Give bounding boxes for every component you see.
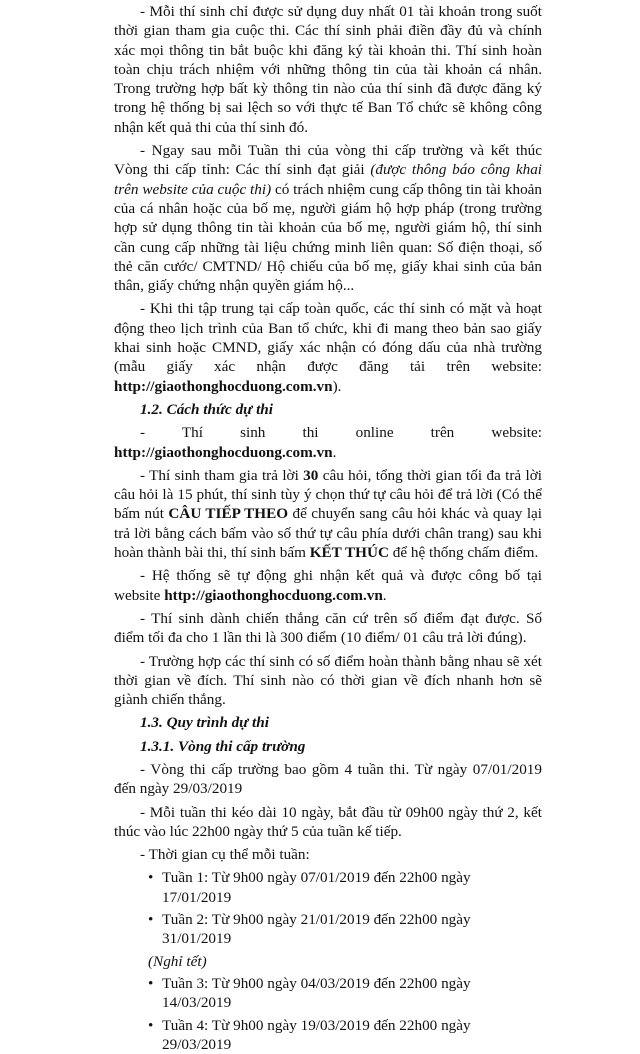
schedule-list (114, 974, 542, 1054)
next-question-label: CÂU TIẾP THEO (168, 505, 289, 523)
heading-1-2: 1.2. Cách thức dự thi (140, 400, 273, 418)
paragraph-online-website: - Thí sinh thi online trên website: http://giaothonghocduong.com.vn. (114, 424, 542, 461)
list-item-week-1: • Tuần 1: Từ 9h00 ngày 07/01/2019 đến 22h00 ngày 17/01/2019 (162, 868, 542, 907)
paragraph-school-round: - Vòng thi cấp trường bao gồm 4 tuần thi. Từ ngày 07/01/2019 đến ngày 29/03/2019 (114, 760, 542, 798)
paragraph-winner-info: - Ngay sau mỗi Tuần thi của vòng thi cấp trường và kết thúc Vòng thi cấp tỉnh: Các thí sinh đạt giải (được thông báo công khai trên website của cuộc thi) có trách nhiệm cung cấp thông tin tài khoản của cá nhân hoặc của bố mẹ, người giám hộ hợp pháp (trong trường hợp sử dụng thông tin tài khoản của bố mẹ, người giám hộ, thí sinh cần cung cấp những tài liệu chứng minh liên quan: Số điện thoại, số thẻ căn cước/ CMTND/ Hộ chiếu của bố mẹ, giấy khai sinh của bản thân, giấy chứng nhận quyền giám hộ... (114, 142, 543, 295)
website-link[interactable]: http://giaothonghocduong.com.vn (164, 586, 383, 604)
list-item-week-2: • Tuần 2: Từ 9h00 ngày 21/01/2019 đến 22h00 ngày 31/01/2019 (162, 910, 542, 949)
paragraph-single-account: - Mỗi thí sinh chỉ được sử dụng duy nhất 01 tài khoản trong suốt thời gian tham gia cuộc thi. Các thí sinh phải điền đầy đủ và chính xác mọi thông tin bắt buộc khi đăng ký tài khoản thi. Thí sinh hoàn toàn chịu trách nhiệm với những thông tin của tài khoản cá nhân. Trong trường hợp bất kỳ thông tin nào của thí sinh đã được đăng ký trong hệ thống bị sai lệch so với thực tế Ban Tổ chức sẽ không công nhận kết quả thi của thí sinh đó. (114, 3, 542, 136)
question-count: 30 (303, 466, 319, 484)
paragraph-schedule-intro: - Thời gian cụ thể mỗi tuần: (140, 846, 310, 864)
list-item-week-4: • Tuần 4: Từ 9h00 ngày 19/03/2019 đến 22h00 ngày 29/03/2019 (162, 1016, 542, 1054)
tet-break-note: (Nghỉ tết) (148, 952, 207, 970)
paragraph-week-duration: - Mỗi tuần thi kéo dài 10 ngày, bắt đầu từ 09h00 ngày thứ 2, kết thúc vào lúc 22h00 ngày thứ 5 của tuần kế tiếp. (114, 803, 542, 840)
website-link[interactable]: http://giaothonghocduong.com.vn (114, 377, 333, 395)
paragraph-national-round: - Khi thi tập trung tại cấp toàn quốc, các thí sinh có mặt và hoạt động theo lịch trình của Ban tổ chức, khi đi mang theo bản sao giấy khai sinh hoặc CMND, giấy xác nhận có đóng dấu của nhà trường (mẫu giấy xác nhận được đăng tải trên website: http://giaothonghocduong.com.vn). (114, 300, 542, 395)
finish-label: KẾT THÚC (309, 544, 389, 562)
paragraph-tie-break: - Trường hợp các thí sinh có số điểm hoàn thành bằng nhau sẽ xét thời gian về đích. Thí sinh nào có thời gian về đích nhanh hơn sẽ giành chiến thắng. (114, 652, 542, 709)
paragraph-scoring: - Thí sinh dành chiến thắng căn cứ trên số điểm đạt được. Số điểm tối đa cho 1 lần thi là 300 điểm (10 điểm/ 01 câu trả lời đúng). (114, 609, 542, 647)
paragraph-answer-rules: - Thí sinh tham gia trả lời 30 câu hỏi, tổng thời gian tối đa trả lời câu hỏi là 15 phút, thí sinh tùy ý chọn thứ tự câu hỏi để trả lời (Có thể bấm nút CÂU TIẾP THEO để chuyển sang câu hỏi khác và quay lại trả lời bằng cách bấm vào số thứ tự câu phía dưới chân trang) sau khi hoàn thành bài thi, thí sinh bấm KẾT THÚC để hệ thống chấm điểm. (114, 466, 542, 562)
italic-note: (được thông báo công khai trên website của cuộc thi) (114, 161, 543, 198)
schedule-list (114, 868, 542, 948)
website-link[interactable]: http://giaothonghocduong.com.vn (114, 443, 333, 461)
heading-1-3-1: 1.3.1. Vòng thi cấp trường (140, 737, 306, 755)
paragraph-results: - Hệ thống sẽ tự động ghi nhận kết quả và được công bố tại website http://giaothonghocduong.com.vn. (114, 567, 542, 604)
heading-1-3: 1.3. Quy trình dự thi (140, 714, 269, 732)
list-item-week-3: • Tuần 3: Từ 9h00 ngày 04/03/2019 đến 22h00 ngày 14/03/2019 (162, 974, 542, 1013)
